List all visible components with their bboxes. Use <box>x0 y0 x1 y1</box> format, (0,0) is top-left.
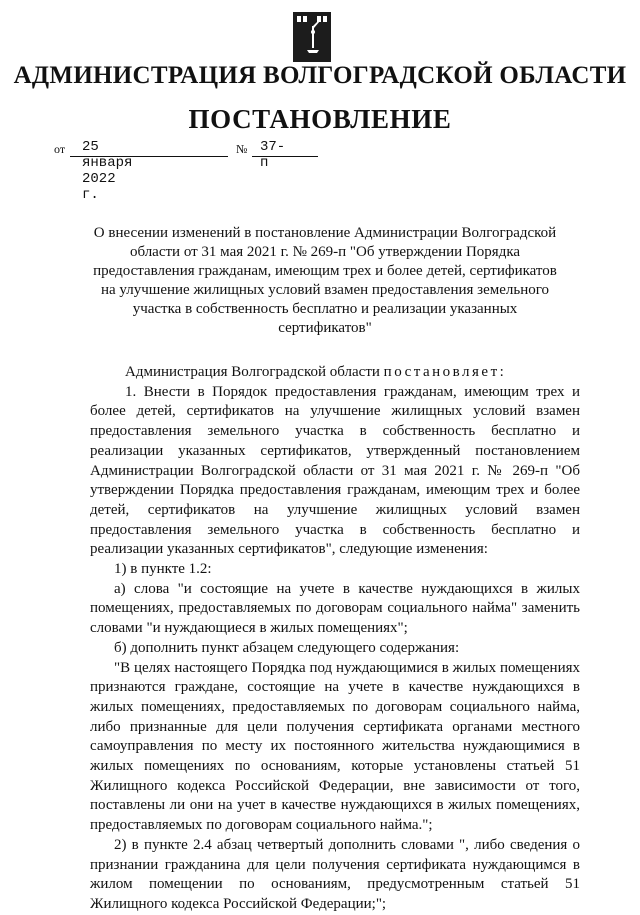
paragraph-4: б) дополнить пункт абзацем следующего содержания: <box>114 639 460 656</box>
intro-text: Администрация Волгоградской области <box>125 364 384 380</box>
intro-decree-word: постановляет: <box>383 364 507 380</box>
paragraph-3: а) слова "и состоящие на учете в качестве нуждающихся в жилых помещениях, предоставляемых по договорам социального найма" заменить словами "и нуждающиеся в жилых помещениях"; <box>90 580 580 637</box>
paragraph-1: 1. Внести в Порядок предоставления гражданам, имеющим трех и более детей, сертификатов на улучшение жилищных условий взамен предоставления земельного участка в собственность бесплатно и реализации указанных сертификатов, утвержденный постановлением Администрации Волгоградской области от 31 мая 2021 г. № 269-п "Об утверждении Порядка предоставления гражданам, имеющим трех и более детей, сертификатов на улучшение жилищных условий взамен предоставления земельного участка в собственность бесплатно и реализации указанных сертификатов", следующие изменения: <box>90 383 580 558</box>
coat-of-arms-icon <box>293 12 331 62</box>
paragraph-6: 2) в пункте 2.4 абзац четвертый дополнить словами ", либо сведения о признании гражданина для цели получения сертификата нуждающимся в жилом помещении по основаниям, предусмотренным статьей 51 Жилищного кодекса Российской Федерации;"; <box>90 836 580 912</box>
paragraph-5: "В целях настоящего Порядка под нуждающимися в жилых помещениях признаются граждане, состоящие на учете в качестве нуждающихся в жилых помещениях, предоставляемых по договорам социального найма, либо признанные для цели получения сертификата органами местного самоуправления по месту их постоянного жительства нуждающимися в жилых помещениях по основаниям, которые установлены статьей 51 Жилищного кодекса Российской Федерации, вне зависимости от того, поставлены ли они на учет в качестве нуждающихся в жилых помещениях, предоставляемых по договорам социального найма."; <box>90 659 580 834</box>
date-value: 25 января 2022 г. <box>82 139 133 203</box>
document-type: ПОСТАНОВЛЕНИЕ <box>188 104 452 134</box>
paragraph-2: 1) в пункте 1.2: <box>114 561 212 578</box>
organization-name: АДМИНИСТРАЦИЯ ВОЛГОГРАДСКОЙ ОБЛАСТИ <box>13 62 627 89</box>
intro-paragraph <box>90 363 580 383</box>
document-title: О внесении изменений в постановление Администрации Волгоградской области от 31 мая 2021 г. № 269-п "Об утверждении Порядка предоставления гражданам, имеющим трех и более детей, сертификатов на улучшение жилищных условий взамен предоставления земельного участка в собственность бесплатно и реализации указанных сертификатов" <box>93 225 557 336</box>
date-prefix: от <box>54 142 66 156</box>
number-prefix: № <box>236 142 248 156</box>
document-body <box>90 363 580 915</box>
number-value: 37-п <box>260 139 286 171</box>
